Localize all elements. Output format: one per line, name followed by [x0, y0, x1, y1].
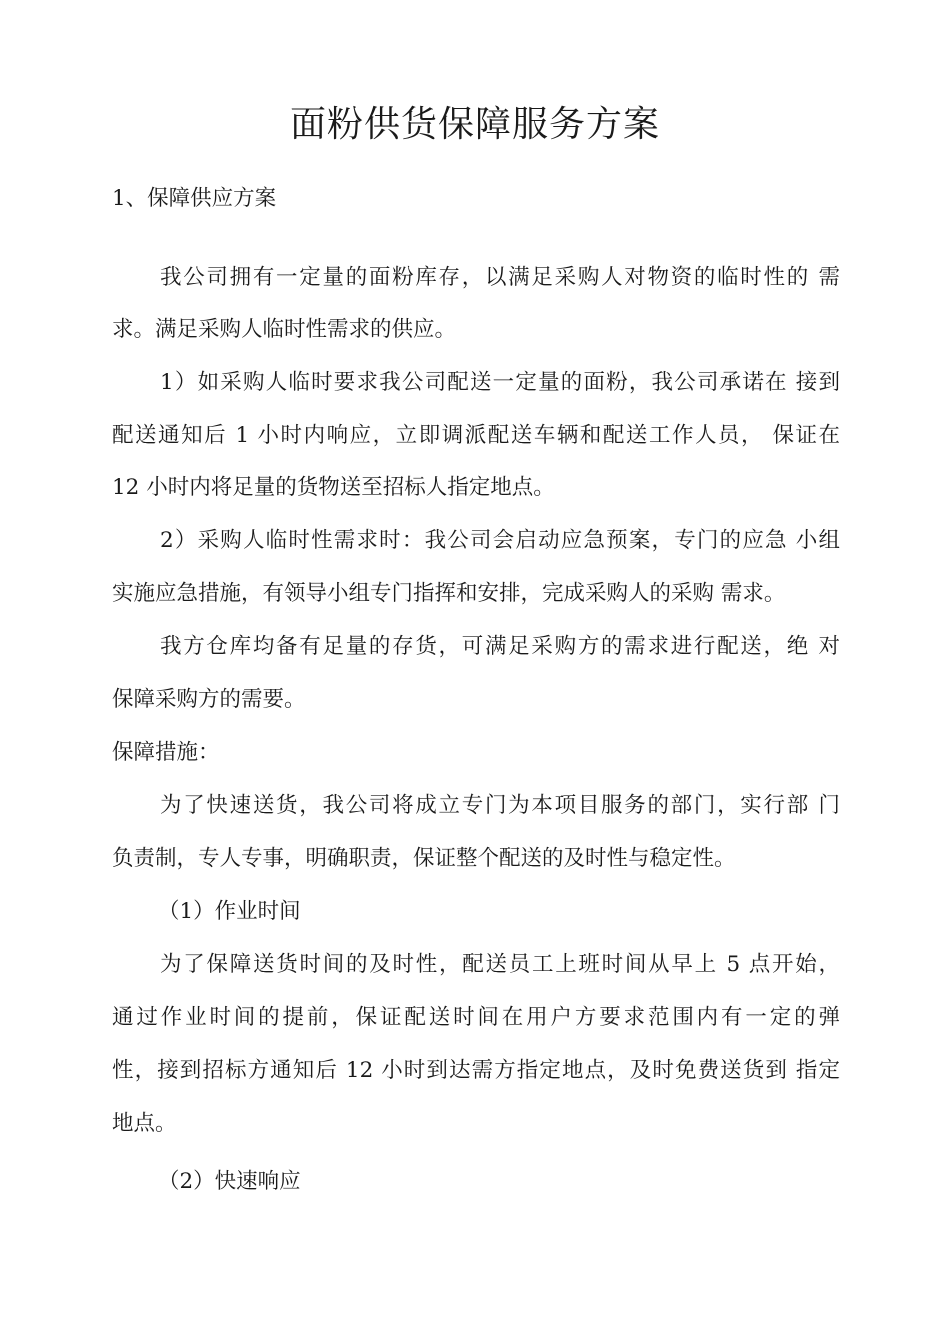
paragraph-line: 实施应急措施，有领导小组专门指挥和安排，完成采购人的采购 需求。 — [112, 581, 786, 606]
paragraph-line: 地点。 — [112, 1111, 177, 1136]
section-heading-supply-plan: 1、保障供应方案 — [112, 186, 277, 211]
paragraph-line: 为了保障送货时间的及时性，配送员工上班时间从早上 5 点开始， — [160, 952, 840, 977]
paragraph-line: 1）如采购人临时要求我公司配送一定量的面粉，我公司承诺在 接到 — [160, 370, 840, 395]
paragraph-line: 配送通知后 1 小时内响应，立即调派配送车辆和配送工作人员， 保证在 — [112, 423, 840, 448]
paragraph-line: 负责制，专人专事，明确职责，保证整个配送的及时性与稳定性。 — [112, 846, 736, 871]
paragraph-line: 通过作业时间的提前，保证配送时间在用户方要求范围内有一定的弹 — [112, 1005, 840, 1030]
paragraph-line: 求。满足采购人临时性需求的供应。 — [112, 317, 457, 342]
paragraph-line: 为了快速送货，我公司将成立专门为本项目服务的部门，实行部 门 — [160, 793, 840, 818]
paragraph-line: 12 小时内将足量的货物送至招标人指定地点。 — [112, 475, 555, 500]
paragraph-line: 我公司拥有一定量的面粉库存，以满足采购人对物资的临时性的 需 — [160, 265, 840, 290]
section-heading-measures: 保障措施： — [112, 740, 220, 765]
document-title: 面粉供货保障服务方案 — [289, 104, 660, 145]
subheading-fast-response: （2）快速响应 — [158, 1169, 301, 1194]
subheading-work-time: （1）作业时间 — [158, 899, 301, 924]
paragraph-line: 2）采购人临时性需求时：我公司会启动应急预案，专门的应急 小组 — [160, 528, 840, 553]
paragraph-line: 我方仓库均备有足量的存货，可满足采购方的需求进行配送，绝 对 — [160, 634, 840, 659]
paragraph-line: 性，接到招标方通知后 12 小时到达需方指定地点，及时免费送货到 指定 — [112, 1058, 840, 1083]
paragraph-line: 保障采购方的需要。 — [112, 687, 306, 712]
